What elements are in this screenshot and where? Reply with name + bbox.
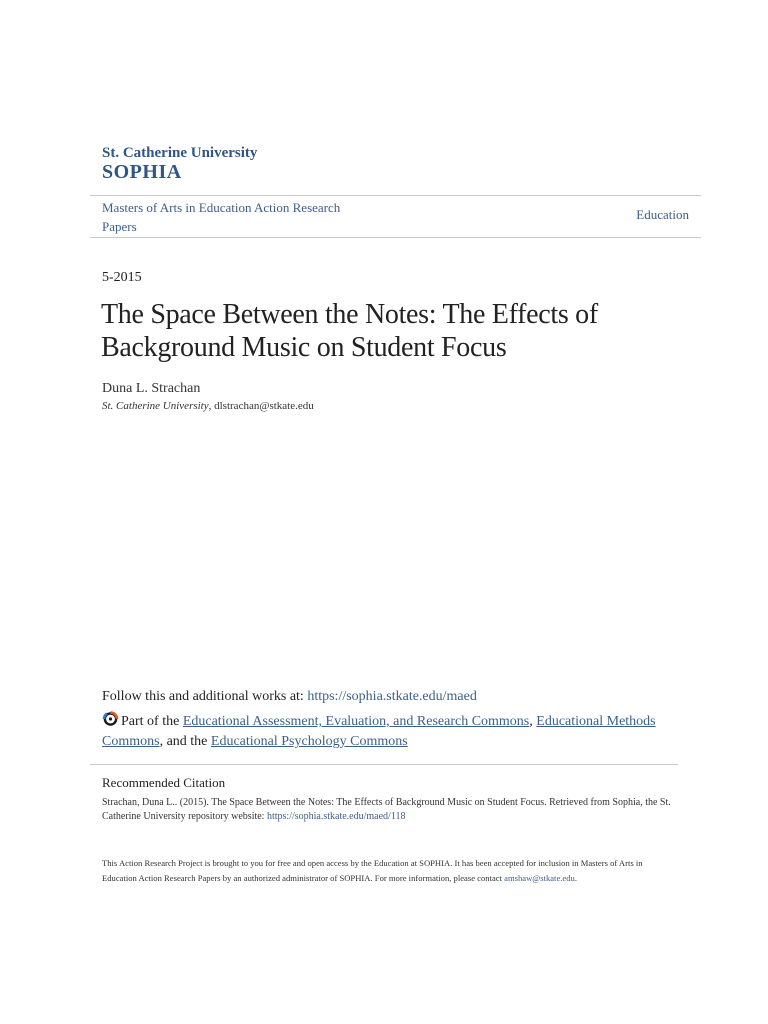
commons-link-psychology[interactable]: Educational Psychology Commons: [210, 734, 408, 749]
commons-link-methods[interactable]: Educational Methods Commons: [102, 714, 656, 749]
citation-heading: Recommended Citation: [102, 775, 226, 790]
citation-url-link[interactable]: https://sophia.stkate.edu/maed/118: [266, 811, 406, 822]
publication-date: 5-2015: [102, 270, 142, 285]
author-email: dlstrachan@stkate.edu: [214, 400, 314, 412]
author-affiliation: St. Catherine University, dlstrachan@stkate.edu: [102, 400, 314, 412]
department-link[interactable]: Education: [636, 207, 689, 222]
citation-rule: [90, 764, 678, 765]
follow-url-link[interactable]: https://sophia.stkate.edu/maed: [307, 689, 477, 704]
contact-email-link[interactable]: amshaw@stkate.edu: [504, 873, 575, 883]
citation-text: Strachan, Duna L.. (2015). The Space Between the Notes: The Effects of Background Music on Student Focus. Retrieved from Sophia, the St. Catherine University repository website: https://sophia.stkate.edu/maed/118: [102, 797, 671, 822]
follow-label: Follow this and additional works at:: [102, 689, 308, 704]
repository-name[interactable]: SOPHIA: [102, 161, 182, 183]
paper-title: The Space Between the Notes: The Effects of Background Music on Student Focus: [101, 299, 598, 363]
commons-link-assessment[interactable]: Educational Assessment, Evaluation, and Research Commons: [182, 714, 530, 729]
series-link[interactable]: Masters of Arts in Education Action Research Papers: [102, 200, 341, 234]
author-name: Duna L. Strachan: [102, 381, 201, 396]
follow-line: [102, 689, 477, 705]
network-share-icon: [102, 711, 119, 727]
access-notice: This Action Research Project is brought to you for free and open access by the Education at SOPHIA. It has been accepted for inclusion in Masters of Arts in Education Action Research Papers by an authorized administrator of SOPHIA. For more information, please contact amshaw@stkate.edu.: [102, 858, 643, 883]
university-name[interactable]: St. Catherine University: [102, 145, 258, 161]
part-of-line: Part of the Educational Assessment, Evaluation, and Research Commons, Educational Methods Commons, and the Educational Psychology Commons: [102, 711, 682, 752]
header-rule-top: [90, 195, 701, 196]
header-rule-bottom: [90, 237, 701, 238]
part-of-label: Part of the: [121, 714, 183, 729]
institution: St. Catherine University: [102, 400, 209, 412]
